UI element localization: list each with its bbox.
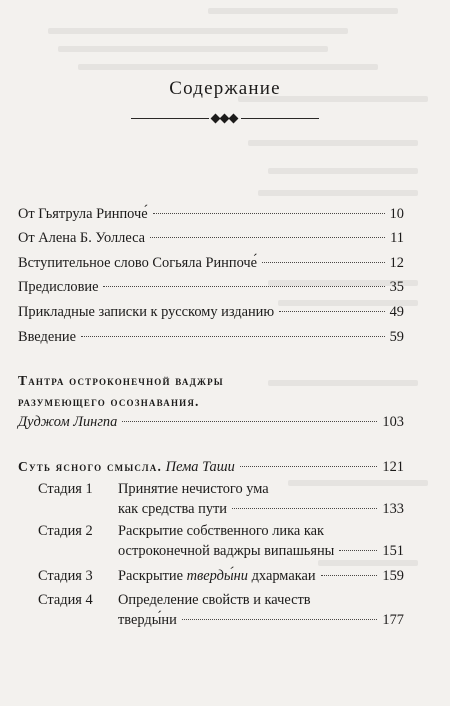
toc-entry bbox=[18, 277, 404, 297]
stage-number: Стадия 2 bbox=[38, 523, 93, 539]
toc-entry-row bbox=[18, 302, 404, 322]
tantra-title-line2: разумеющего осознавания. bbox=[18, 394, 200, 409]
dot-leader bbox=[339, 550, 377, 551]
toc-entry-page: 12 bbox=[389, 255, 404, 271]
toc-entry-page: 59 bbox=[389, 329, 404, 345]
toc-entry bbox=[18, 204, 404, 224]
tantra-section bbox=[18, 370, 404, 432]
table-of-contents bbox=[18, 204, 404, 224]
dot-leader bbox=[240, 466, 378, 467]
stage-number: Стадия 4 bbox=[38, 592, 93, 608]
toc-entry bbox=[18, 327, 404, 347]
stage-page: 177 bbox=[382, 612, 404, 628]
stage-title-line1: Определение свойств и качеств bbox=[118, 592, 311, 608]
dot-leader bbox=[232, 508, 377, 509]
toc-entry-page: 10 bbox=[389, 206, 404, 222]
essence-section bbox=[18, 456, 404, 476]
dot-leader bbox=[150, 237, 385, 238]
dot-leader bbox=[321, 575, 378, 576]
stage-title-line1: Принятие нечистого ума bbox=[118, 481, 269, 497]
toc-entry-label: Предисловие bbox=[18, 279, 99, 295]
essence-title: Суть ясного смысла. bbox=[18, 459, 163, 474]
toc-entry-row bbox=[18, 327, 404, 347]
tantra-title-line1: Тантра остроконечной ваджры bbox=[18, 373, 224, 388]
stage-title-post: дхармакаи bbox=[248, 568, 316, 584]
title-ornament bbox=[131, 114, 319, 124]
essence-entry bbox=[18, 456, 404, 476]
toc-entry bbox=[18, 302, 404, 322]
stage-number: Стадия 1 bbox=[38, 481, 93, 497]
toc-entry-label: От Гьятрула Ринпоче́ bbox=[18, 206, 148, 222]
toc-entry bbox=[18, 253, 404, 273]
page-title: Содержание bbox=[169, 78, 281, 99]
dot-leader bbox=[182, 619, 378, 620]
tantra-author: Дуджом Лингпа bbox=[18, 414, 118, 430]
essence-author: Пема Таши bbox=[165, 459, 235, 475]
tantra-author-entry bbox=[18, 412, 404, 432]
stage-title-emphasis: тверды́ни bbox=[186, 568, 249, 584]
toc-entry-label: От Алена Б. Уоллеса bbox=[18, 230, 146, 246]
stage-page: 133 bbox=[382, 501, 404, 517]
dot-leader bbox=[262, 262, 385, 263]
stage-title-line1: Раскрытие собственного лика как bbox=[118, 523, 325, 539]
stage-title-line2: как средства пути bbox=[118, 501, 228, 517]
toc-entry-label: Вступительное слово Согьяла Ринпоче́ bbox=[18, 255, 258, 271]
toc-entry bbox=[18, 228, 404, 248]
stage-title-pre: Раскрытие bbox=[118, 568, 187, 584]
dot-leader bbox=[81, 336, 385, 337]
toc-entry-page: 11 bbox=[390, 230, 404, 246]
dot-leader bbox=[103, 286, 384, 287]
toc-entry-label: Введение bbox=[18, 329, 77, 345]
toc-entry-row bbox=[18, 277, 404, 297]
toc-entry-label: Прикладные записки к русскому изданию bbox=[18, 304, 275, 320]
stage-title-line2: тверды́ни bbox=[118, 612, 177, 628]
toc-entry-row bbox=[18, 228, 404, 248]
stage-page: 159 bbox=[382, 568, 404, 584]
essence-page: 121 bbox=[382, 459, 404, 475]
stage-title bbox=[118, 566, 316, 586]
dot-leader bbox=[122, 421, 377, 422]
toc-entry-page: 35 bbox=[389, 279, 404, 295]
tantra-page: 103 bbox=[382, 414, 404, 430]
stage-page: 151 bbox=[382, 543, 404, 559]
toc-entry-page: 49 bbox=[389, 304, 404, 320]
toc-entry-row bbox=[18, 253, 404, 273]
dot-leader bbox=[279, 311, 384, 312]
dot-leader bbox=[153, 213, 385, 214]
stage-title-line2: остроконечной ваджры випашьяны bbox=[118, 543, 335, 559]
stage-number: Стадия 3 bbox=[38, 568, 93, 584]
